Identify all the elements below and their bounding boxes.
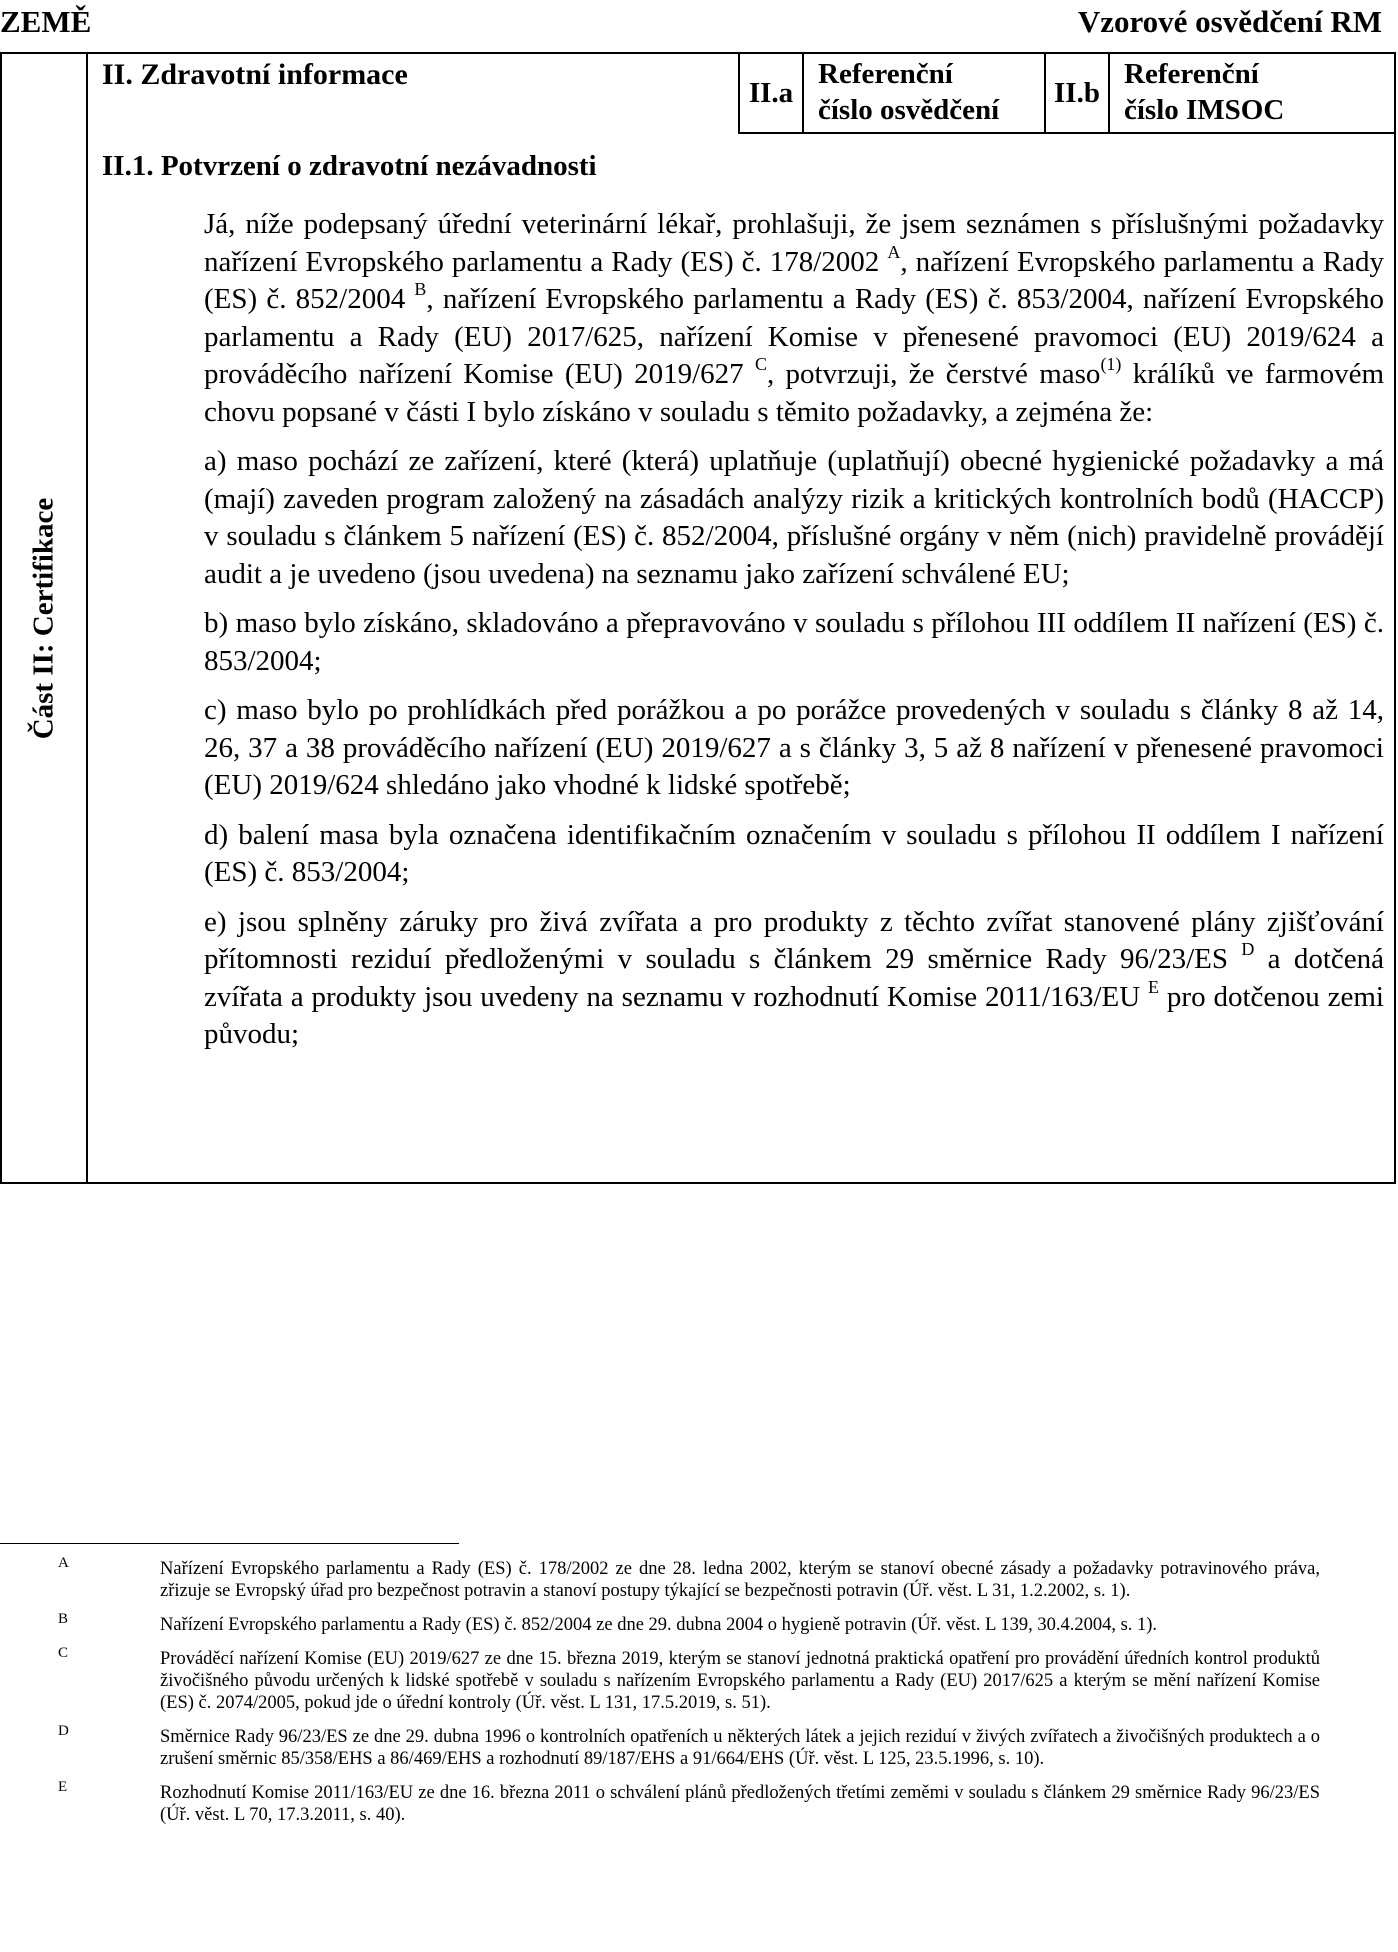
intro-text-1: Já, níže podepsaný úřední veterinární lékař, prohlašuji, že jsem seznámen s příslušnými požadavky nařízení Evropského parlamentu a Rady (ES) č. 178/2002 [204,208,1384,278]
ref-b-label-line1: Referenční [1124,58,1259,90]
footnote [0,1645,1398,1714]
footnote-text: Směrnice Rady 96/23/ES ze dne 29. dubna 1996 o kontrolních opatřeních u některých látek a jejich reziduí v živých zvířatech a živočišných produktech a o zrušení směrnic 85/358/EHS a 86/469/EHS a rozhodnutí 89/187/EHS a 91/664/EHS (Úř. věst. L 125, 23.5.1996, s. 10). [160,1727,1320,1769]
item-c: c) maso bylo po prohlídkách před porážkou a po porážce provedených v souladu s články 8 až 14, 26, 37 a 38 prováděcího nařízení (EU) 2019/627 a s články 3, 5 až 8 nařízení v přenesené pravomoci (EU) 2019/624 shledáno jako vhodné k lidské spotřebě; [204,694,1384,801]
footnote-ref-d: D [1241,939,1255,960]
title-row [88,54,1394,134]
item-a: a) maso pochází ze zařízení, které (která) uplatňuje (uplatňují) obecné hygienické požadavky a má (mají) zaveden program založený na zásadách analýzy rizik a kritických kontrolních bodů (HACCP) v souladu s článkem 5 nařízení (ES) č. 852/2004, příslušné orgány v něm (nich) pravidelně provádějí audit a je uvedeno (jsou uvedena) na seznamu jako zařízení schválené EU; [204,445,1384,590]
intro-text-2: , nařízení Evropského parlamentu a Rady (ES) č. 852/2004 [204,245,1385,315]
column-divider [86,54,88,1182]
subsection-title: II.1. Potvrzení o zdravotní nezávadnosti [102,150,597,182]
ref-a-label [818,56,1040,128]
side-label [2,54,86,1182]
item-b: b) maso bylo získáno, skladováno a přepravováno v souladu s přílohou III oddílem II nařízení (ES) č. 853/2004; [204,607,1384,677]
item-d: d) balení masa byla označena identifikačním označením v souladu s přílohou II oddílem I nařízení (ES) č. 853/2004; [204,818,1384,888]
footnote [0,1723,1398,1770]
certificate-model-header: Vzorové osvědčení RM [1077,4,1382,39]
item-e-text-3: pro dotčenou zemi původu; [204,980,1384,1050]
footnote-text: Nařízení Evropského parlamentu a Rady (ES) č. 178/2002 ze dne 28. ledna 2002, kterým se stanoví obecné zásady a požadavky potravinového práva, zřizuje se Evropský úřad pro bezpečnost potravin a stanoví postupy týkající se bezpečnosti potravin (Úř. věst. L 31, 1.2.2002, s. 1). [160,1559,1320,1601]
footnote-ref-a: A [887,241,901,262]
ref-b-code: II.b [1046,54,1110,132]
side-label-text: Část II: Certifikace [27,497,60,739]
footnote-separator [0,1543,459,1544]
footnote-text: Prováděcí nařízení Komise (EU) 2019/627 ze dne 15. března 2019, kterým se stanoví jednotná praktická opatření pro provádění úředních kontrol produktů živočišného původu určených k lidské spotřebě v souladu s nařízením Evropského parlamentu a Rady (EU) 2017/625 a kterým se mění nařízení Komise (ES) č. 2074/2005, pokud jde o úřední kontroly (Úř. věst. L 131, 17.5.2019, s. 51). [160,1649,1320,1713]
footnote-ref-e: E [1148,976,1160,997]
footnote-mark: B [58,1611,69,1627]
footnote-mark: C [58,1645,69,1661]
footnote-mark: E [58,1779,68,1795]
reference-imsoc-number-box [1044,54,1394,134]
certificate-box [0,52,1396,1184]
ref-b-label-line2: číslo IMSOC [1124,94,1285,126]
footnote-mark: D [58,1723,69,1739]
footnote [0,1611,1398,1636]
certification-body [204,206,1384,1066]
intro-text-5: králíků ve farmovém chovu popsané v části I bylo získáno v souladu s těmito požadavky, a zejména že: [204,358,1385,428]
intro-text-4: , potvrzuji, že čerstvé maso [766,358,1101,390]
footnote [0,1555,1398,1602]
ref-b-label [1124,56,1390,128]
ref-a-label-line2: číslo osvědčení [818,94,1000,126]
intro-text-3: , nařízení Evropského parlamentu a Rady (ES) č. 853/2004, nařízení Evropského parlamentu a Rady (EU) 2017/625, nařízení Komise v přenesené pravomoci (EU) 2019/624 a prováděcího nařízení Komise (EU) 2019/627 [204,283,1384,390]
section-title: II. Zdravotní informace [102,58,408,91]
country-header: ZEMĚ [0,4,92,39]
footnote-text: Nařízení Evropského parlamentu a Rady (ES) č. 852/2004 ze dne 29. dubna 2004 o hygieně potravin (Úř. věst. L 139, 30.4.2004, s. 1). [160,1615,1158,1635]
reference-certificate-number-box [738,54,1044,134]
ref-a-label-line1: Referenční [818,58,953,90]
footnote-mark: A [58,1555,69,1571]
footnote [0,1779,1398,1826]
item-e-text-2: a dotčená zvířata a produkty jsou uvedeny na seznamu v rozhodnutí Komise 2011/163/EU [204,943,1385,1013]
note-ref-1: (1) [1100,354,1122,375]
footnote-ref-c: C [754,354,767,375]
footnote-text: Rozhodnutí Komise 2011/163/EU ze dne 16. března 2011 o schválení plánů předložených třetími zeměmi v souladu s článkem 29 směrnice Rady 96/23/ES (Úř. věst. L 70, 17.3.2011, s. 40). [160,1783,1320,1825]
intro-paragraph [204,206,1384,431]
footnote-ref-b: B [414,279,427,300]
item-e [204,904,1384,1054]
footnotes [0,1555,1398,1838]
ref-a-code: II.a [740,54,804,132]
item-e-text-1: e) jsou splněny záruky pro živá zvířata a pro produkty z těchto zvířat stanovené plány zjišťování přítomnosti reziduí předloženými v souladu s článkem 29 směrnice Rady 96/23/ES [204,905,1384,975]
